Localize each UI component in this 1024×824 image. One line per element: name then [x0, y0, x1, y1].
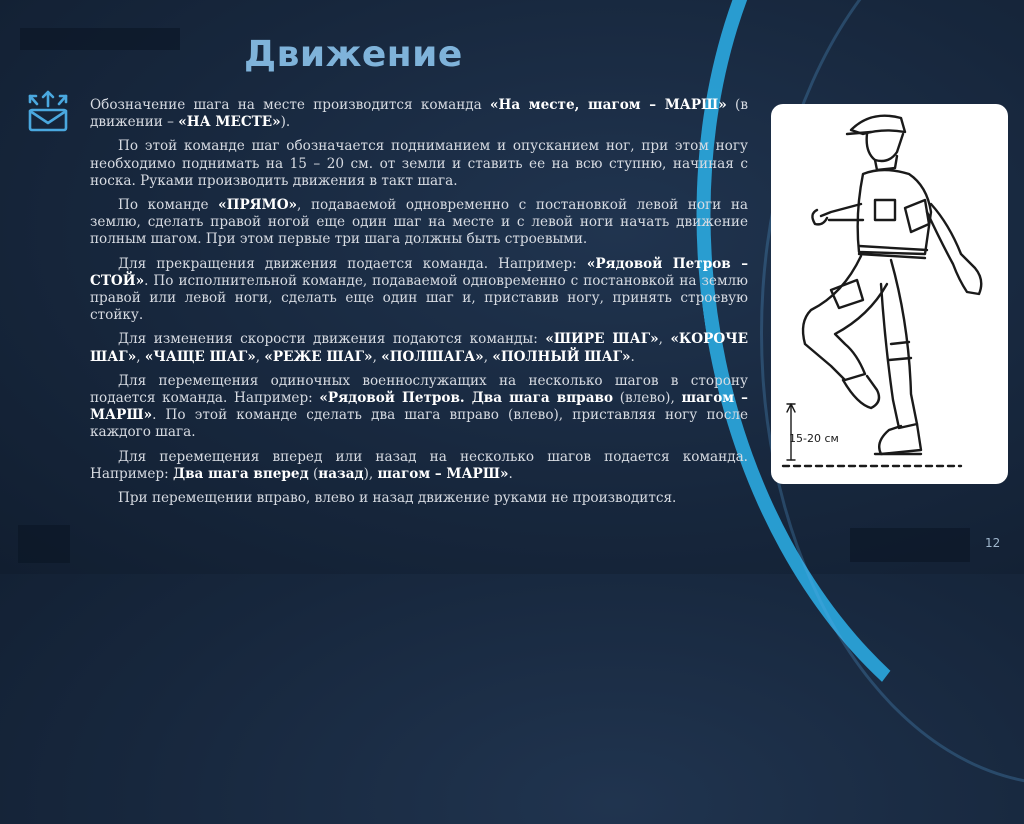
command-text: «ШИРЕ ШАГ»: [545, 331, 659, 348]
command-text: «ПОЛШАГА»: [381, 348, 484, 365]
text-segment: . По исполнительной команде, подаваемой одновременно с постановкой на землю правой или левой ноги, сделать еще один шаг и, приставив ногу, принять строевую стойку.: [90, 272, 748, 324]
text-segment: Обозначение шага на месте производится команда: [90, 97, 490, 113]
decorative-strip: [20, 28, 180, 50]
text-segment: ,: [658, 331, 671, 348]
text-segment: .: [508, 465, 513, 482]
text-segment: ).: [280, 114, 291, 131]
body-paragraph: [90, 331, 748, 365]
command-text: назад: [318, 465, 364, 482]
text-segment: (: [308, 465, 319, 482]
command-text: «КОРОЧЕ ШАГ»: [90, 331, 748, 365]
command-text: «Рядовой Петров – СТОЙ»: [90, 255, 748, 289]
body-paragraph: [90, 97, 748, 131]
text-segment: Для перемещения одиночных военнослужащих на несколько шагов в сторону подается команда. Например:: [90, 372, 748, 407]
body-paragraph: [90, 197, 748, 249]
height-annotation-label: 15-20 см: [789, 432, 839, 445]
slide-body-text: [90, 97, 748, 514]
envelope-arrows-icon: [24, 86, 72, 134]
body-paragraph: [90, 449, 748, 483]
decorative-strip: [850, 528, 970, 562]
text-segment: Для прекращения движения подается команда. Например:: [118, 255, 587, 272]
command-text: «РЕЖЕ ШАГ»: [264, 348, 373, 365]
page-number: 12: [985, 536, 1001, 550]
text-segment: .: [630, 348, 635, 365]
body-paragraph: [90, 490, 748, 507]
text-segment: По команде: [118, 197, 219, 214]
command-text: «ЧАЩЕ ШАГ»: [144, 348, 256, 365]
text-segment: (в движении –: [90, 97, 748, 131]
body-paragraph: [90, 138, 748, 190]
text-segment: ),: [363, 465, 378, 482]
slide-title: Движение: [244, 34, 463, 75]
text-segment: . По этой команде сделать два шага вправо (влево), приставляя ногу после каждого шага.: [90, 407, 748, 441]
command-text: «Рядовой Петров. Два шага вправо: [319, 390, 614, 407]
text-segment: Для изменения скорости движения подаются команды:: [118, 331, 546, 348]
text-segment: ,: [136, 348, 145, 365]
text-segment: ,: [255, 348, 265, 365]
text-segment: (влево),: [613, 390, 682, 407]
command-text: Два шага вперед: [173, 465, 309, 482]
command-text: «ПОЛНЫЙ ШАГ»: [492, 348, 631, 365]
text-segment: ,: [372, 348, 382, 365]
text-segment: , подаваемой одновременно с постановкой левой ноги на землю, сделать правой ногой еще один шаг на месте и с левой ноги начать движение полным шагом. При этом первые три шага должны быть строевыми.: [90, 197, 749, 248]
command-text: шагом – МАРШ»: [377, 465, 509, 482]
text-segment: При перемещении вправо, влево и назад движение руками не производится.: [118, 490, 677, 507]
command-text: «ПРЯМО»: [218, 197, 298, 214]
text-segment: Для перемещения вперед или назад на несколько шагов подается команда. Например:: [90, 448, 748, 482]
soldier-marching-illustration: [771, 104, 1008, 484]
body-paragraph: [90, 256, 748, 325]
text-segment: ,: [483, 348, 493, 365]
body-paragraph: [90, 373, 748, 442]
decorative-strip: [18, 525, 70, 563]
text-segment: По этой команде шаг обозначается подниманием и опусканием ног, при этом ногу необходимо поднимать на 15 – 20 см. от земли и ставить ее на всю ступню, начиная с носка. Руками производить движения в такт шага.: [90, 138, 748, 189]
command-text: шагом – МАРШ»: [90, 390, 748, 424]
command-text: «На месте, шагом – МАРШ»: [489, 97, 727, 113]
command-text: «НА МЕСТЕ»: [178, 114, 281, 131]
